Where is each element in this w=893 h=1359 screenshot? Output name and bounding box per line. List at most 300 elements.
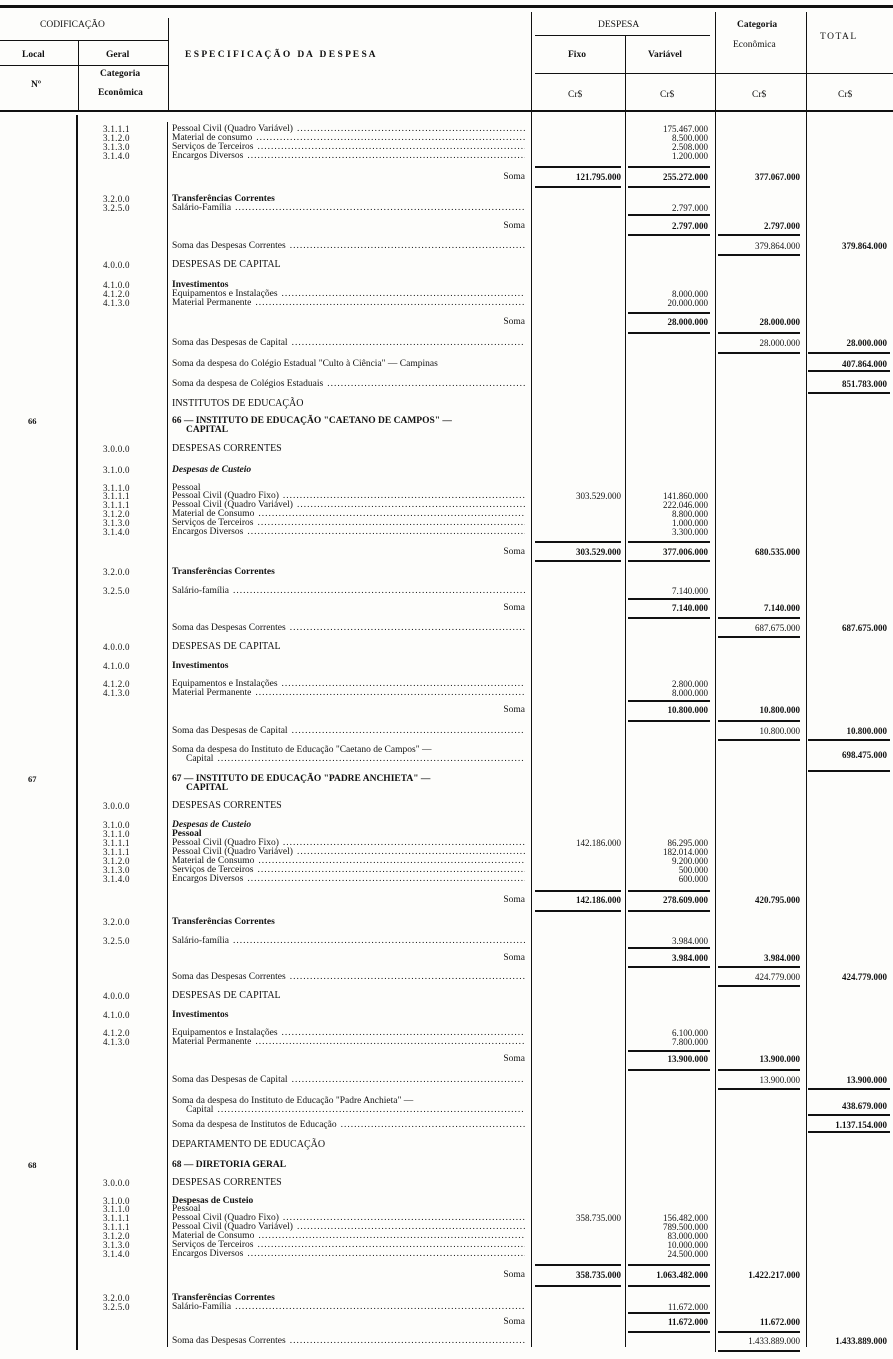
header-divider (531, 12, 532, 110)
sum-rule (718, 720, 800, 722)
category-code: 3.1.1.1 (103, 1222, 130, 1232)
table-row (0, 991, 893, 1001)
soma-label (172, 1317, 525, 1327)
category-code: 3.1.2.0 (103, 1231, 130, 1241)
categoria-value: 687.675.000 (755, 623, 800, 633)
specification (172, 688, 525, 698)
specification-text: Pessoal Civil (Quadro Fixo) (172, 491, 279, 501)
specification-continued (172, 754, 525, 764)
total-value: 379.864.000 (842, 241, 887, 251)
specification-text: Pessoal (172, 1204, 201, 1214)
sum-rule (628, 1069, 710, 1071)
sum-rule (718, 1350, 800, 1352)
variavel-value: 278.609.000 (663, 895, 708, 905)
dot-leader (290, 623, 525, 633)
specification-text: Soma da despesa do Instituto de Educação "Caetano de Campos" — (172, 745, 432, 755)
specification-text: Pessoal (172, 829, 202, 839)
table-row (0, 241, 893, 251)
soma-text: Soma (503, 547, 525, 557)
categoria-value: 1.422.217.000 (748, 1270, 800, 1280)
category-code: 4.1.3.0 (103, 1037, 130, 1047)
dot-leader (235, 203, 525, 213)
table-row (0, 745, 893, 764)
sum-rule (718, 234, 800, 236)
category-code: 3.0.0.0 (103, 801, 130, 811)
variavel-value: 3.984.000 (672, 936, 708, 946)
categoria-value: 3.984.000 (764, 953, 800, 963)
table-row (0, 1075, 893, 1085)
table-row (0, 917, 893, 927)
variavel-value: 1.063.482.000 (656, 1270, 708, 1280)
category-code: 4.0.0.0 (103, 991, 130, 1001)
categoria-value: 10.800.000 (759, 726, 800, 736)
categoria-value: 28.000.000 (759, 317, 800, 327)
table-row (0, 1178, 893, 1188)
soma-text: Soma (503, 221, 525, 231)
specification-text: Equipamentos e Instalações (172, 289, 278, 299)
category-code: 4.1.0.0 (103, 1010, 130, 1020)
soma-label (172, 172, 525, 182)
category-code: 3.0.0.0 (103, 1178, 130, 1188)
sum-rule (628, 312, 710, 314)
soma-label (172, 547, 525, 557)
specification-text: Transferências Correntes (172, 1293, 275, 1303)
sum-rule (628, 966, 710, 968)
dot-leader (341, 1120, 525, 1130)
sum-rule (628, 947, 710, 949)
specification (172, 359, 525, 369)
table-row (0, 586, 893, 596)
sum-rule (808, 370, 890, 372)
specification (172, 726, 525, 736)
specification-text: Soma das Despesas de Capital (172, 338, 288, 348)
category-code: 3.2.0.0 (103, 194, 130, 204)
specification-text: Pessoal Civil (Quadro Variável) (172, 1222, 293, 1232)
variavel-value: 2.797.000 (672, 203, 708, 213)
sum-rule (718, 1069, 800, 1071)
category-code: 3.1.1.0 (103, 483, 130, 493)
category-code: 3.1.4.0 (103, 874, 130, 884)
table-row (0, 1317, 893, 1327)
sum-rule (535, 541, 621, 543)
variavel-value: 86.295.000 (667, 838, 708, 848)
variavel-value: 20.000.000 (667, 298, 708, 308)
fixo-value: 358.735.000 (576, 1270, 621, 1280)
specification (172, 444, 525, 454)
currency-variavel: Cr$ (660, 90, 675, 100)
table-row (0, 642, 893, 652)
variavel-value: 10.800.000 (667, 705, 708, 715)
table-row (0, 221, 893, 231)
variavel-value: 600.000 (678, 874, 708, 884)
category-code: 3.1.4.0 (103, 527, 130, 537)
variavel-value: 28.000.000 (667, 317, 708, 327)
table-row (0, 895, 893, 905)
specification-text: Soma da despesa de Institutos de Educação (172, 1120, 337, 1130)
specification-text: Material de Consumo (172, 509, 255, 519)
table-row (0, 801, 893, 811)
category-code: 3.1.3.0 (103, 142, 130, 152)
category-code: 4.1.2.0 (103, 679, 130, 689)
category-code: 3.1.1.0 (103, 829, 130, 839)
dot-leader (292, 1075, 525, 1085)
variavel-value: 3.984.000 (672, 953, 708, 963)
variavel-value: 7.800.000 (672, 1037, 708, 1047)
categoria-value: 2.797.000 (764, 221, 800, 231)
category-code: 4.1.2.0 (103, 1028, 130, 1038)
specification-text: Soma das Despesas Correntes (172, 623, 286, 633)
sum-rule (628, 234, 710, 236)
specification-text: Encargos Diversos (172, 151, 244, 161)
dot-leader (290, 241, 525, 251)
table-row (0, 1160, 893, 1170)
specification (172, 1178, 525, 1188)
table-row (0, 465, 893, 475)
header-geral: Geral (106, 50, 130, 60)
specification (172, 1302, 525, 1312)
soma-text: Soma (503, 953, 525, 963)
category-code: 3.2.5.0 (103, 203, 130, 213)
variavel-value: 8.800.000 (672, 509, 708, 519)
dot-leader (292, 726, 525, 736)
table-row (0, 953, 893, 963)
category-code: 3.2.5.0 (103, 586, 130, 596)
sum-rule (628, 1285, 710, 1287)
variavel-value: 8.500.000 (672, 133, 708, 143)
category-code: 3.1.3.0 (103, 865, 130, 875)
sum-rule (808, 770, 890, 772)
specification (172, 661, 525, 671)
header-divider (78, 40, 79, 110)
specification-text: Material de Consumo (172, 1231, 255, 1241)
specification (172, 936, 525, 946)
specification-continued (172, 783, 525, 793)
category-code: 4.1.0.0 (103, 661, 130, 671)
specification-text: Transferências Correntes (172, 917, 275, 927)
specification (172, 623, 525, 633)
sum-rule (535, 186, 621, 188)
category-code: 3.1.1.1 (103, 838, 130, 848)
specification (172, 586, 525, 596)
specification-text: Soma das Despesas de Capital (172, 726, 288, 736)
dot-leader (247, 527, 525, 537)
specification-text: Despesas de Custeio (172, 1196, 254, 1206)
header-rule (0, 40, 168, 41)
dot-leader (290, 972, 525, 982)
variavel-value: 2.797.000 (672, 221, 708, 231)
specification-text: Salário-Família (172, 1302, 232, 1312)
dot-leader (327, 379, 525, 389)
categoria-value: 10.800.000 (759, 705, 800, 715)
currency-total: Cr$ (838, 90, 853, 100)
header-divider (625, 35, 626, 110)
specification-text: Transferências Correntes (172, 567, 275, 577)
soma-label (172, 705, 525, 715)
specification (172, 1336, 525, 1346)
category-code: 3.1.0.0 (103, 465, 130, 475)
specification-text: Soma das Despesas Correntes (172, 1336, 286, 1346)
specification (172, 399, 525, 409)
specification (172, 1160, 525, 1170)
variavel-value: 11.672.000 (667, 1317, 708, 1327)
specification (172, 1249, 525, 1259)
categoria-value: 13.900.000 (759, 1054, 800, 1064)
variavel-value: 6.100.000 (672, 1028, 708, 1038)
soma-label (172, 1054, 525, 1064)
specification (172, 642, 525, 652)
specification (172, 151, 525, 161)
header-rule (535, 73, 893, 74)
table-row (0, 399, 893, 409)
specification-text: Transferências Correntes (172, 194, 275, 204)
variavel-value: 11.672.000 (667, 1302, 708, 1312)
table-row (0, 1010, 893, 1020)
sum-rule (628, 214, 710, 216)
sum-rule (718, 739, 800, 741)
specification (172, 801, 525, 811)
total-value: 851.783.000 (842, 379, 887, 389)
sum-rule (718, 332, 800, 334)
total-value: 13.900.000 (846, 1075, 887, 1085)
variavel-value: 83.000.000 (667, 1231, 708, 1241)
fixo-value: 142.186.000 (576, 838, 621, 848)
header-rule (0, 65, 168, 66)
specification (172, 203, 525, 213)
variavel-value: 1.200.000 (672, 151, 708, 161)
fixo-value: 121.795.000 (576, 172, 621, 182)
categoria-value: 1.433.889.000 (748, 1336, 800, 1346)
sum-rule (718, 1331, 800, 1333)
header-economica: Econômica (98, 88, 143, 98)
dot-leader (247, 151, 525, 161)
specification-text: Soma da despesa de Colégios Estaduais (172, 379, 324, 389)
category-code: 3.1.1.1 (103, 500, 130, 510)
soma-label (172, 1270, 525, 1280)
sum-rule (808, 1088, 890, 1090)
sum-rule (628, 617, 710, 619)
specification (172, 338, 525, 348)
total-value: 10.800.000 (846, 726, 887, 736)
dot-leader (292, 338, 525, 348)
dot-leader (290, 1336, 525, 1346)
variavel-value: 175.467.000 (663, 124, 708, 134)
table-row (0, 623, 893, 633)
table-row (0, 1249, 893, 1259)
soma-text: Soma (503, 705, 525, 715)
header-divider (715, 12, 716, 110)
variavel-value: 7.140.000 (672, 586, 708, 596)
specification-text: DESPESAS CORRENTES (172, 800, 282, 811)
local-number: 67 (28, 774, 37, 784)
category-code: 3.1.0.0 (103, 1196, 130, 1206)
header-numero: Nº (31, 80, 41, 90)
specification-text: INSTITUTOS DE EDUCAÇÃO (172, 398, 304, 409)
total-value: 424.779.000 (842, 972, 887, 982)
fixo-value: 303.529.000 (576, 547, 621, 557)
category-code: 3.1.1.1 (103, 491, 130, 501)
table-row (0, 1120, 893, 1130)
specification (172, 1140, 525, 1150)
fixo-value: 303.529.000 (576, 491, 621, 501)
specification-text: Salário-família (172, 936, 229, 946)
sum-rule (628, 890, 710, 892)
category-code: 4.1.0.0 (103, 280, 130, 290)
specification-text: Serviços de Terceiros (172, 865, 254, 875)
soma-text: Soma (503, 1054, 525, 1064)
specification-text: Pessoal Civil (Quadro Variável) (172, 500, 293, 510)
header-divider (806, 12, 807, 110)
dot-leader (235, 1302, 525, 1312)
sum-rule (718, 1088, 800, 1090)
specification (172, 972, 525, 982)
table-row (0, 416, 893, 435)
specification-continued (172, 425, 525, 435)
header-local: Local (22, 50, 45, 60)
category-code: 4.0.0.0 (103, 642, 130, 652)
categoria-value: 680.535.000 (755, 547, 800, 557)
variavel-value: 9.200.000 (672, 856, 708, 866)
variavel-value: 24.500.000 (667, 1249, 708, 1259)
table-row (0, 1054, 893, 1064)
table-row (0, 972, 893, 982)
table-row (0, 936, 893, 946)
specification-text: Pessoal Civil (Quadro Fixo) (172, 838, 279, 848)
sum-rule (628, 598, 710, 600)
specification-text: Investimentos (172, 280, 229, 290)
variavel-value: 7.140.000 (672, 603, 708, 613)
specification-text: Pessoal Civil (Quadro Variável) (172, 124, 293, 134)
table-row (0, 444, 893, 454)
categoria-value: 377.067.000 (755, 172, 800, 182)
category-code: 3.1.1.1 (103, 1213, 130, 1223)
category-code: 3.1.1.0 (103, 1204, 130, 1214)
local-number: 68 (28, 1160, 37, 1170)
table-row (0, 688, 893, 698)
soma-label (172, 953, 525, 963)
specification (172, 1120, 525, 1130)
specification-text: Soma das Despesas Correntes (172, 241, 286, 251)
specification-text: 67 — INSTITUTO DE EDUCAÇÃO "PADRE ANCHIETA" — (172, 774, 431, 784)
total-value: 698.475.000 (842, 750, 887, 760)
header-variavel: Variável (648, 50, 682, 60)
table-row (0, 260, 893, 270)
category-code: 3.1.3.0 (103, 518, 130, 528)
variavel-value: 377.006.000 (663, 547, 708, 557)
sum-rule (628, 1312, 710, 1314)
soma-text: Soma (503, 1317, 525, 1327)
dot-leader (255, 1037, 525, 1047)
sum-rule (808, 1114, 890, 1116)
category-code: 3.1.2.0 (103, 856, 130, 866)
variavel-value: 789.500.000 (663, 1222, 708, 1232)
category-code: 3.1.1.1 (103, 124, 130, 134)
dot-leader (255, 298, 525, 308)
table-row (0, 874, 893, 884)
specification-text: Soma da despesa do Instituto de Educação "Padre Anchieta" — (172, 1096, 414, 1106)
categoria-value: 379.864.000 (755, 241, 800, 251)
specification-text: Soma das Despesas de Capital (172, 1075, 288, 1085)
table-row (0, 726, 893, 736)
currency-categoria: Cr$ (752, 90, 767, 100)
specification-text: Despesas de Custeio (172, 820, 252, 830)
soma-text: Soma (503, 895, 525, 905)
table-row (0, 151, 893, 161)
specification (172, 567, 525, 577)
total-value: 1.137.154.000 (835, 1120, 887, 1130)
header-bottom-rule (0, 110, 893, 112)
specification-text: DESPESAS CORRENTES (172, 1177, 282, 1188)
specification-text: DESPESAS DE CAPITAL (172, 641, 281, 652)
dot-leader (217, 754, 525, 764)
category-code: 3.1.4.0 (103, 151, 130, 161)
sum-rule (535, 560, 621, 562)
specification (172, 1075, 525, 1085)
specification (172, 917, 525, 927)
specification-text: Serviços de Terceiros (172, 518, 254, 528)
sum-rule (628, 1264, 710, 1266)
specification-text: Pessoal Civil (Quadro Variável) (172, 847, 293, 857)
sum-rule (628, 166, 710, 168)
sum-rule (718, 617, 800, 619)
top-rule (0, 5, 893, 8)
category-code: 3.1.2.0 (103, 509, 130, 519)
header-rule (535, 35, 710, 36)
variavel-value: 2.508.000 (672, 142, 708, 152)
soma-text: Soma (503, 1270, 525, 1280)
categoria-value: 424.779.000 (755, 972, 800, 982)
sum-rule (718, 352, 800, 354)
specification-text: Salário-Família (172, 203, 232, 213)
specification-text: Soma das Despesas Correntes (172, 972, 286, 982)
header-especificacao: E S P E C I F I C A Ç Ã O D A D E S P E S A (185, 50, 376, 60)
variavel-value: 8.000.000 (672, 289, 708, 299)
specification-text: Pessoal (172, 483, 201, 493)
category-code: 4.1.3.0 (103, 688, 130, 698)
dot-leader (247, 1249, 525, 1259)
specification (172, 1037, 525, 1047)
variavel-value: 3.300.000 (672, 527, 708, 537)
table-row (0, 603, 893, 613)
header-codificacao: CODIFICAÇÃO (40, 20, 105, 30)
sum-rule (535, 1264, 621, 1266)
sum-rule (628, 332, 710, 334)
specification-text-2: Capital (186, 754, 214, 764)
table-row (0, 1302, 893, 1312)
table-row (0, 1140, 893, 1150)
category-code: 3.2.0.0 (103, 567, 130, 577)
table-row (0, 567, 893, 577)
specification-text: Equipamentos e Instalações (172, 679, 278, 689)
header-total: TOTAL (820, 32, 858, 42)
sum-rule (628, 560, 710, 562)
specification-text: 66 — INSTITUTO DE EDUCAÇÃO "CAETANO DE CAMPOS" — (172, 416, 452, 426)
table-row (0, 527, 893, 537)
sum-rule (535, 1285, 621, 1287)
total-value: 407.864.000 (842, 359, 887, 369)
variavel-value: 255.272.000 (663, 172, 708, 182)
fixo-value: 142.186.000 (576, 895, 621, 905)
table-row (0, 172, 893, 182)
total-value: 438.679.000 (842, 1101, 887, 1111)
specification (172, 1010, 525, 1020)
specification (172, 465, 525, 475)
specification-text: Soma da despesa do Colégio Estadual "Culto à Ciência" — Campinas (172, 359, 438, 369)
table-row (0, 1270, 893, 1280)
variavel-value: 8.000.000 (672, 688, 708, 698)
total-value: 28.000.000 (846, 338, 887, 348)
currency-fixo: Cr$ (568, 90, 583, 100)
total-value: 1.433.889.000 (835, 1336, 887, 1346)
